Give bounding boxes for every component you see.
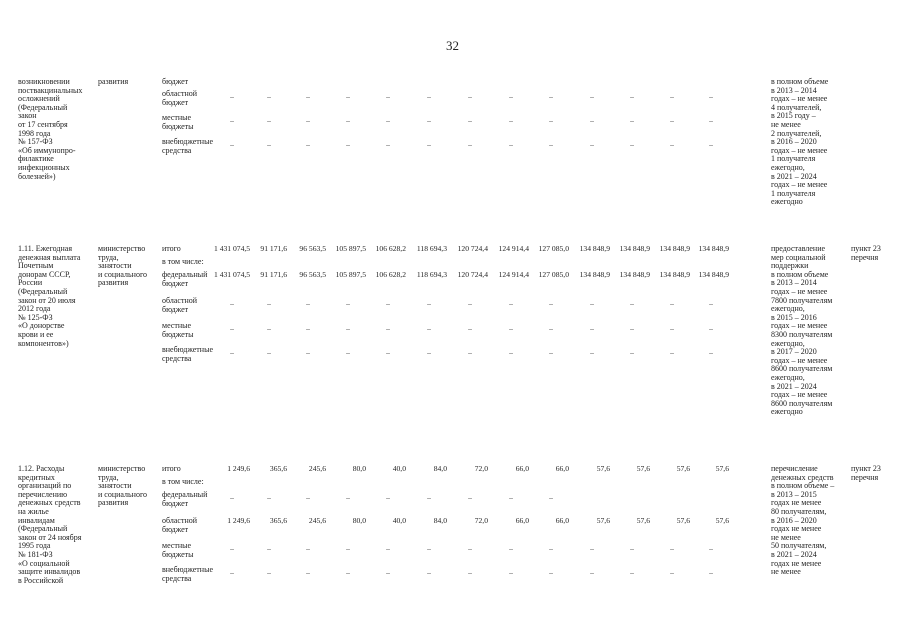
amount-cell: –: [427, 568, 431, 577]
amount-cell: –: [509, 568, 513, 577]
executor: министерство труда, занятости и социального развития: [98, 464, 148, 508]
amount-cell: 245,6: [308, 464, 326, 473]
amount-cell: –: [267, 92, 271, 101]
amount-cell: –: [230, 348, 234, 357]
funding-source-label: в том числе:: [162, 477, 204, 486]
amount-cell: –: [306, 324, 310, 333]
amount-cell: 134 848,9: [619, 270, 650, 279]
amount-cell: 134 848,9: [579, 244, 610, 253]
amount-cell: –: [427, 116, 431, 125]
amount-cell: –: [468, 324, 472, 333]
amount-cell: –: [549, 493, 553, 502]
amount-cell: 91 171,6: [260, 244, 287, 253]
amount-cell: –: [230, 116, 234, 125]
amount-cell: –: [230, 544, 234, 553]
amount-cell: –: [346, 493, 350, 502]
amount-cell: –: [468, 299, 472, 308]
amount-cell: –: [549, 348, 553, 357]
amount-cell: –: [386, 299, 390, 308]
amount-cell: –: [267, 116, 271, 125]
amount-cell: –: [267, 299, 271, 308]
amount-cell: –: [670, 544, 674, 553]
amount-cell: –: [670, 140, 674, 149]
amount-cell: 365,6: [269, 516, 287, 525]
amount-cell: –: [468, 116, 472, 125]
amount-cell: –: [267, 324, 271, 333]
funding-source-label: бюджет: [162, 77, 189, 86]
amount-cell: –: [549, 140, 553, 149]
funding-source-label: федеральный бюджет: [162, 270, 208, 288]
amount-cell: –: [427, 324, 431, 333]
amount-cell: –: [630, 299, 634, 308]
amount-cell: 134 848,9: [659, 244, 690, 253]
amount-cell: 57,6: [715, 516, 729, 525]
amount-cell: –: [670, 324, 674, 333]
amount-cell: –: [386, 348, 390, 357]
amount-cell: 96 563,5: [299, 270, 326, 279]
amount-cell: 66,0: [555, 516, 569, 525]
amount-cell: 134 848,9: [698, 270, 729, 279]
amount-cell: –: [509, 348, 513, 357]
amount-cell: –: [670, 568, 674, 577]
amount-cell: –: [590, 324, 594, 333]
legal-basis: пункт 23 перечня: [851, 464, 881, 482]
amount-cell: –: [709, 299, 713, 308]
amount-cell: –: [509, 324, 513, 333]
amount-cell: –: [549, 544, 553, 553]
amount-cell: –: [549, 324, 553, 333]
amount-cell: –: [509, 544, 513, 553]
amount-cell: –: [468, 493, 472, 502]
amount-cell: 72,0: [474, 516, 488, 525]
amount-cell: –: [427, 493, 431, 502]
funding-source-label: итого: [162, 244, 181, 253]
measure-name: 1.11. Ежегодная денежная выплата Почетным донорам СССР, России (Федеральный закон от 20 июля 2012 года № 125-ФЗ «О донорстве крови и ее компонентов»): [18, 244, 81, 348]
amount-cell: –: [630, 544, 634, 553]
amount-cell: –: [306, 116, 310, 125]
amount-cell: –: [630, 116, 634, 125]
amount-cell: –: [427, 299, 431, 308]
amount-cell: 120 724,4: [457, 270, 488, 279]
amount-cell: –: [386, 324, 390, 333]
amount-cell: –: [630, 324, 634, 333]
amount-cell: –: [306, 140, 310, 149]
amount-cell: –: [230, 299, 234, 308]
amount-cell: –: [709, 116, 713, 125]
amount-cell: –: [670, 116, 674, 125]
amount-cell: –: [427, 140, 431, 149]
amount-cell: 105 897,5: [335, 244, 366, 253]
amount-cell: –: [468, 568, 472, 577]
amount-cell: –: [630, 92, 634, 101]
amount-cell: –: [590, 140, 594, 149]
amount-cell: –: [267, 140, 271, 149]
amount-cell: 72,0: [474, 464, 488, 473]
amount-cell: 66,0: [515, 464, 529, 473]
amount-cell: –: [230, 140, 234, 149]
amount-cell: –: [549, 568, 553, 577]
amount-cell: –: [468, 544, 472, 553]
amount-cell: –: [267, 544, 271, 553]
amount-cell: –: [386, 493, 390, 502]
amount-cell: –: [509, 299, 513, 308]
amount-cell: 245,6: [308, 516, 326, 525]
funding-source-label: областной бюджет: [162, 296, 198, 314]
funding-source-label: в том числе:: [162, 257, 204, 266]
amount-cell: –: [590, 299, 594, 308]
measure-name: возникновении поствакцинальных осложнений (Федеральный закон от 17 сентября 1998 года № 157-ФЗ «Об иммунопро- филактике инфекционных болезней»): [18, 77, 83, 181]
amount-cell: –: [306, 299, 310, 308]
amount-cell: –: [346, 140, 350, 149]
legal-basis: пункт 23 перечня: [851, 244, 881, 262]
amount-cell: –: [468, 140, 472, 149]
amount-cell: –: [306, 493, 310, 502]
amount-cell: –: [549, 116, 553, 125]
amount-cell: 96 563,5: [299, 244, 326, 253]
funding-source-label: итого: [162, 464, 181, 473]
amount-cell: –: [709, 92, 713, 101]
amount-cell: –: [630, 348, 634, 357]
amount-cell: 1 431 074,5: [214, 270, 251, 279]
amount-cell: –: [386, 116, 390, 125]
amount-cell: –: [509, 92, 513, 101]
amount-cell: –: [590, 116, 594, 125]
amount-cell: –: [549, 299, 553, 308]
amount-cell: 134 848,9: [659, 270, 690, 279]
amount-cell: –: [386, 92, 390, 101]
amount-cell: –: [709, 140, 713, 149]
amount-cell: 40,0: [392, 516, 406, 525]
amount-cell: 118 694,3: [416, 244, 447, 253]
amount-cell: –: [346, 324, 350, 333]
executor: развития: [98, 77, 129, 86]
amount-cell: –: [709, 544, 713, 553]
amount-cell: 40,0: [392, 464, 406, 473]
amount-cell: –: [630, 140, 634, 149]
amount-cell: –: [306, 348, 310, 357]
amount-cell: –: [709, 568, 713, 577]
amount-cell: –: [509, 116, 513, 125]
amount-cell: 118 694,3: [416, 270, 447, 279]
amount-cell: –: [346, 299, 350, 308]
amount-cell: 1 431 074,5: [214, 244, 251, 253]
page-number: 32: [446, 38, 459, 53]
funding-source-label: федеральный бюджет: [162, 490, 208, 508]
amount-cell: –: [230, 92, 234, 101]
amount-cell: 80,0: [352, 464, 366, 473]
amount-cell: –: [230, 568, 234, 577]
amount-cell: –: [590, 568, 594, 577]
expected-result: перечисление денежных средств в полном объеме – в 2013 – 2015 годах не менее 80 получателям, в 2016 – 2020 годах не менее не менее 50 получателям, в 2021 – 2024 годах не менее не менее: [771, 464, 835, 577]
amount-cell: 365,6: [269, 464, 287, 473]
expected-result: в полном объеме в 2013 – 2014 годах – не менее 4 получателей, в 2015 году – не менее 2 получателей, в 2016 – 2020 годах – не менее 1 получателя ежегодно, в 2021 – 2024 годах – не менее 1 получателя ежегодно: [771, 77, 829, 207]
expected-result: предоставление мер социальной поддержки в полном объеме в 2013 – 2014 годах – не менее 7800 получателям ежегодно, в 2015 – 2016 годах – не менее 8300 получателям ежегодно, в 2017 – 2020 годах – не менее 8600 получателям ежегодно, в 2021 – 2024 годах – не менее 8600 получателям ежегодно: [771, 244, 833, 417]
amount-cell: 134 848,9: [579, 270, 610, 279]
amount-cell: –: [630, 568, 634, 577]
amount-cell: –: [427, 348, 431, 357]
funding-source-label: местные бюджеты: [162, 321, 194, 339]
amount-cell: 66,0: [555, 464, 569, 473]
amount-cell: –: [670, 299, 674, 308]
amount-cell: 57,6: [596, 516, 610, 525]
amount-cell: –: [468, 348, 472, 357]
funding-source-label: внебюджетные средства: [162, 345, 213, 363]
amount-cell: –: [267, 348, 271, 357]
amount-cell: 134 848,9: [698, 244, 729, 253]
amount-cell: –: [230, 493, 234, 502]
amount-cell: –: [427, 544, 431, 553]
amount-cell: –: [509, 493, 513, 502]
amount-cell: –: [709, 324, 713, 333]
amount-cell: 124 914,4: [498, 270, 529, 279]
amount-cell: –: [590, 92, 594, 101]
funding-source-label: местные бюджеты: [162, 541, 194, 559]
funding-source-label: местные бюджеты: [162, 113, 194, 131]
amount-cell: 57,6: [676, 464, 690, 473]
amount-cell: –: [590, 348, 594, 357]
executor: министерство труда, занятости и социального развития: [98, 244, 148, 288]
amount-cell: 120 724,4: [457, 244, 488, 253]
amount-cell: 124 914,4: [498, 244, 529, 253]
amount-cell: –: [346, 544, 350, 553]
funding-source-label: областной бюджет: [162, 516, 198, 534]
amount-cell: 84,0: [433, 516, 447, 525]
amount-cell: 105 897,5: [335, 270, 366, 279]
amount-cell: –: [346, 92, 350, 101]
amount-cell: 66,0: [515, 516, 529, 525]
funding-source-label: внебюджетные средства: [162, 137, 213, 155]
amount-cell: –: [468, 92, 472, 101]
amount-cell: –: [386, 568, 390, 577]
amount-cell: 91 171,6: [260, 270, 287, 279]
amount-cell: –: [709, 348, 713, 357]
amount-cell: 134 848,9: [619, 244, 650, 253]
amount-cell: 1 249,6: [227, 464, 250, 473]
amount-cell: 57,6: [596, 464, 610, 473]
amount-cell: –: [267, 568, 271, 577]
amount-cell: –: [670, 92, 674, 101]
amount-cell: –: [386, 140, 390, 149]
funding-source-label: внебюджетные средства: [162, 565, 213, 583]
amount-cell: –: [590, 544, 594, 553]
amount-cell: –: [386, 544, 390, 553]
amount-cell: 84,0: [433, 464, 447, 473]
amount-cell: –: [306, 92, 310, 101]
amount-cell: 1 249,6: [227, 516, 250, 525]
amount-cell: 80,0: [352, 516, 366, 525]
amount-cell: –: [549, 92, 553, 101]
amount-cell: 57,6: [636, 516, 650, 525]
amount-cell: –: [346, 116, 350, 125]
amount-cell: 57,6: [636, 464, 650, 473]
amount-cell: –: [267, 493, 271, 502]
amount-cell: 106 628,2: [375, 244, 406, 253]
measure-name: 1.12. Расходы кредитных организаций по перечислению денежных средств на жилье инвалидам (Федеральный закон от 24 ноября 1995 года № 181-ФЗ «О социальной защите инвалидов в Российской: [18, 464, 82, 585]
amount-cell: 127 085,0: [538, 244, 569, 253]
amount-cell: –: [346, 568, 350, 577]
amount-cell: –: [346, 348, 350, 357]
amount-cell: –: [230, 324, 234, 333]
funding-source-label: областной бюджет: [162, 89, 198, 107]
amount-cell: –: [427, 92, 431, 101]
amount-cell: 127 085,0: [538, 270, 569, 279]
amount-cell: 57,6: [715, 464, 729, 473]
amount-cell: 57,6: [676, 516, 690, 525]
amount-cell: –: [306, 544, 310, 553]
amount-cell: –: [670, 348, 674, 357]
amount-cell: 106 628,2: [375, 270, 406, 279]
amount-cell: –: [306, 568, 310, 577]
amount-cell: –: [509, 140, 513, 149]
